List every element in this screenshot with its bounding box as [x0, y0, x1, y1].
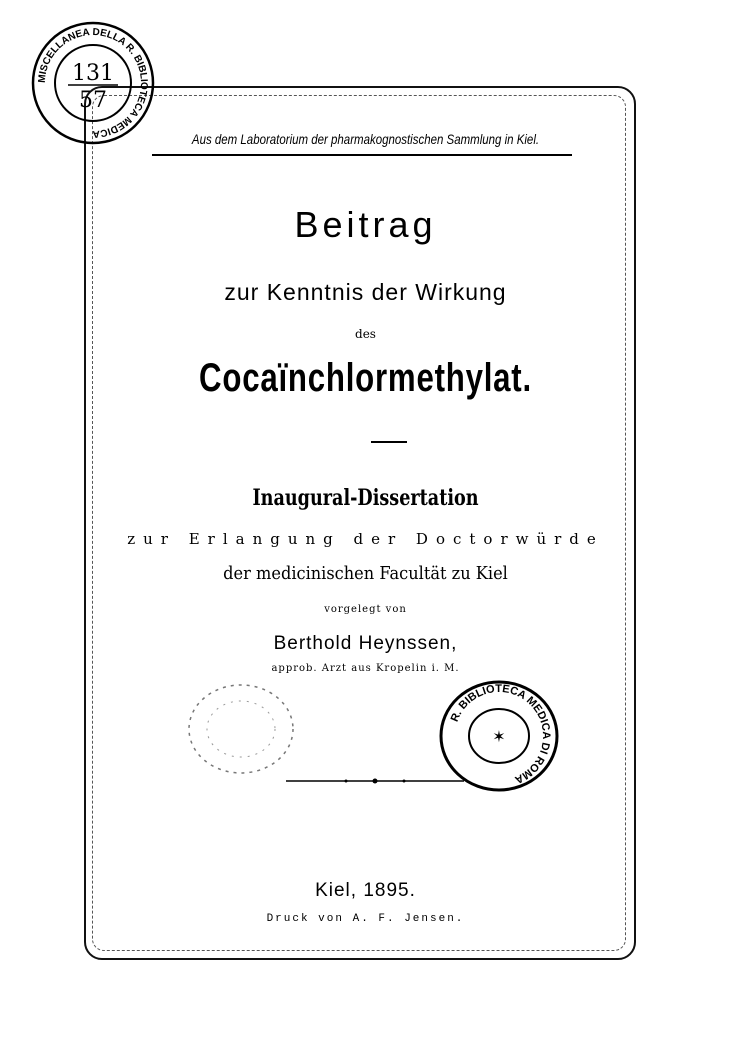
roma-ring-text: R. BIBLIOTECA MEDICA DI ROMA [448, 682, 553, 786]
place-and-date: Kiel, 1895. [315, 880, 416, 901]
faculty-line: der medicinischen Facultät zu Kiel [223, 563, 508, 584]
roma-library-stamp [434, 676, 564, 796]
purpose-line: zur Erlangung der Doctorwürde [127, 530, 604, 548]
header-rule [152, 154, 572, 156]
faint-stamp [183, 679, 299, 779]
star-icon: ✶ [492, 727, 506, 746]
author-name: Berthold Heynssen, [273, 633, 458, 654]
author-credentials: approb. Arzt aus Kropelin i. M. [271, 663, 460, 674]
laboratory-header: Aus dem Laboratorium der pharmakognostischen Sammlung in Kiel. [191, 131, 540, 147]
main-title: Cocaïnchlormethylat. [199, 356, 532, 400]
printer-line: Druck von A. F. Jensen. [266, 913, 465, 925]
presented-by: vorgelegt von [324, 604, 407, 615]
library-number-top: 131 [72, 61, 114, 86]
subtitle: zur Kenntnis der Wirkung [224, 279, 507, 305]
connector-text: des [355, 327, 376, 341]
library-ring-text: MISCELLANEA DELLA R. BIBLIOTECA MEDICA [36, 26, 150, 140]
library-stamp [30, 20, 156, 146]
dissertation-heading: Inaugural-Dissertation [252, 485, 479, 511]
title: Beitrag [294, 204, 437, 245]
divider-dash [371, 441, 407, 443]
library-number-bottom: 57 [79, 88, 107, 113]
